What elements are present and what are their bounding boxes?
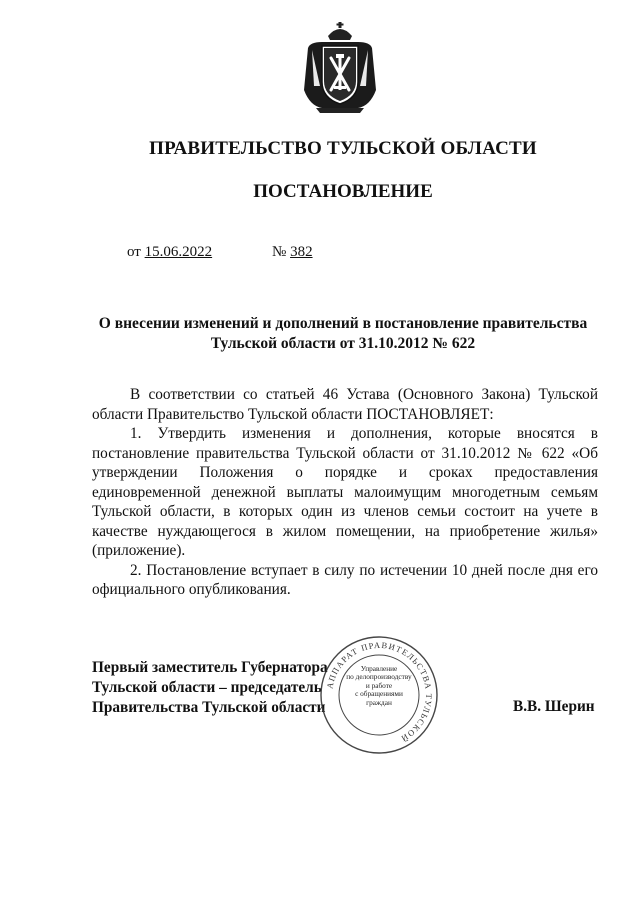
document-body — [92, 385, 598, 600]
stamp-ring-text: АППАРАТ ПРАВИТЕЛЬСТВА ТУЛЬСКОЙ — [324, 639, 435, 745]
number-prefix: № — [272, 244, 287, 260]
stamp-line-3: и работе — [365, 680, 393, 690]
item-2-paragraph: 2. Постановление вступает в силу по истечении 10 дней после дня его официального опубликования. — [92, 561, 598, 598]
stamp-line-1: Управление — [360, 664, 398, 673]
stamp-line-2: по делопроизводству — [346, 672, 412, 682]
coat-of-arms-icon — [300, 20, 380, 115]
signer-position-line-2: Тульской области – председатель — [92, 679, 322, 696]
preamble-paragraph: В соответствии со статьей 46 Устава (Основного Закона) Тульской области Правительство Тульской области ПОСТАНОВЛЯЕТ: — [92, 386, 598, 423]
stamp-line-4: с обращениями — [355, 689, 403, 699]
stamp-text — [343, 665, 415, 707]
signer-position-line-3: Правительства Тульской области — [92, 699, 326, 716]
date-value: 15.06.2022 — [144, 244, 213, 260]
document-subject: О внесении изменений и дополнений в постановление правительства Тульской области от 31.10.2012 № 622 — [98, 315, 588, 352]
stamp-line-5: граждан — [366, 697, 392, 707]
document-number — [272, 244, 313, 261]
document-date — [127, 244, 212, 261]
signer-name: В.В. Шерин — [513, 698, 595, 715]
item-1-paragraph: 1. Утвердить изменения и дополнения, которые вносятся в постановление правительства Тульской области от 31.10.2012 № 622 «Об утверждении Положения о порядке и сроках предоставления единовременной денежной выплаты малоимущим многодетным семьям Тульской области, в которых один из членов семьи состоит на учете в качестве нуждающегося в жилом помещении, на приобретение жилья» (приложение). — [92, 425, 598, 559]
signer-position — [92, 658, 328, 718]
number-value: 382 — [290, 244, 313, 260]
date-prefix: от — [127, 244, 141, 260]
organization-title: ПРАВИТЕЛЬСТВО ТУЛЬСКОЙ ОБЛАСТИ — [149, 138, 537, 159]
signer-position-line-1: Первый заместитель Губернатора — [92, 659, 328, 676]
document-type-title: ПОСТАНОВЛЕНИЕ — [253, 181, 433, 202]
